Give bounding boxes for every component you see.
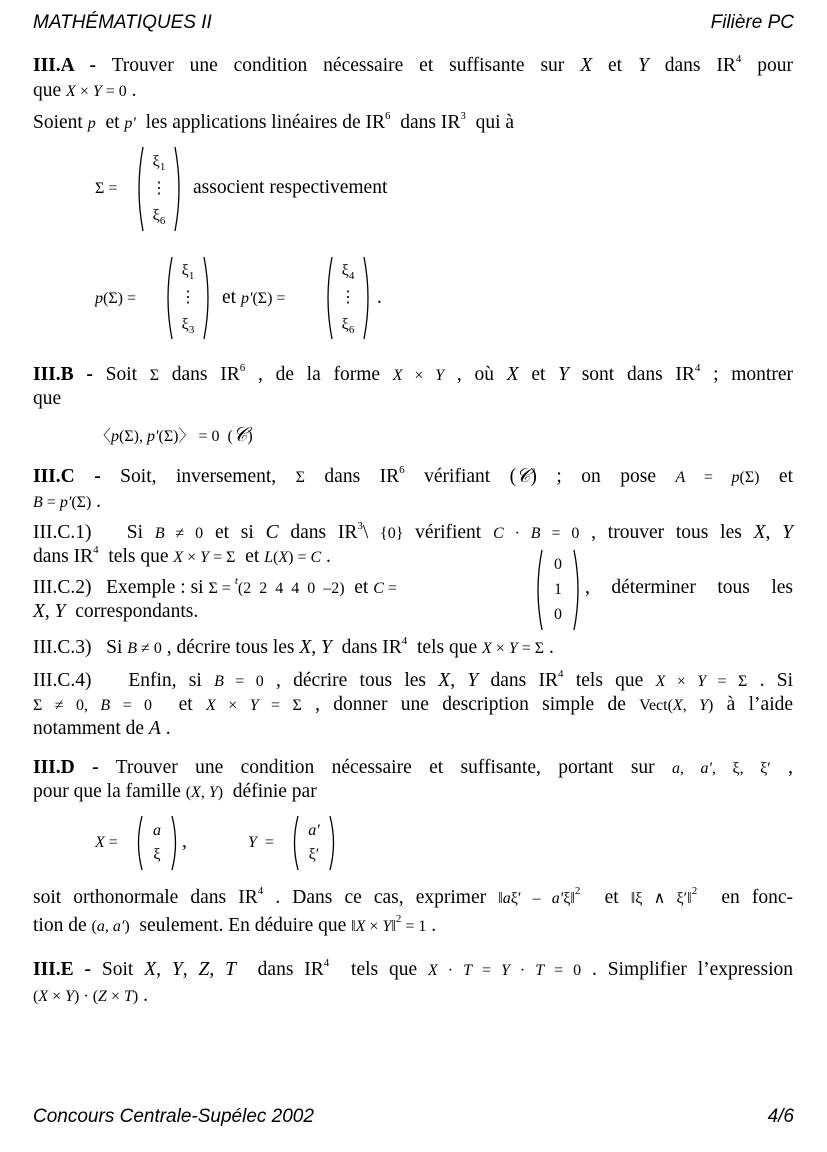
text-line: X = — [95, 834, 118, 851]
text-line: que — [33, 388, 62, 409]
matrix-entry: $\xi_6$ — [152, 207, 166, 227]
matrix-entry: ⋮ — [180, 289, 196, 306]
text-line: pour que la famille (X, Y) définie par — [33, 781, 317, 802]
text-line: III.D - Trouver une condition nécessaire et suffisante, portant sur a, a′, ξ, ξ′ , — [33, 757, 794, 778]
text-line: Soient p et p′ les applications linéaires de $IR^6$ dans $IR^3$ qui à — [33, 110, 515, 133]
text-line: , — [182, 831, 187, 852]
section-label: III.B - — [33, 364, 93, 385]
text-line: III.C.4) Enfin, si B = 0 , décrire tous les X, Y dans $IR^4$ tels que X × Y = Σ . Si — [33, 668, 794, 691]
text-line: Σ ≠ 0, B = 0 et X × Y = Σ , donner une description simple de Vect(X, Y) à l’aide — [33, 694, 794, 715]
text-line: notamment de A . — [33, 718, 171, 739]
matrix-entry: a′ — [308, 822, 320, 839]
section-label: III.E - — [33, 959, 92, 980]
page-number: 4/6 — [767, 1106, 794, 1127]
matrix-entry: ⋮ — [340, 289, 356, 306]
section-label: III.D - — [33, 757, 99, 778]
text-line: B = p′(Σ) . — [33, 491, 102, 512]
matrix-entry: $\xi_1$ — [152, 153, 166, 173]
y-vector — [290, 814, 338, 872]
x-vector — [134, 814, 180, 872]
matrix-entry: ⋮ — [151, 180, 167, 197]
sigma-vector — [134, 145, 184, 233]
matrix-entry: a — [153, 822, 161, 839]
text-line: III.C.1) Si B ≠ 0 et si C dans $IR^3\backslash$ {0} vérifient C · B = 0 , trouver tous les X, Y — [33, 520, 794, 543]
text-line: III.B - Soit Σ dans $IR^6$ , de la forme X × Y , où X et Y sont dans $IR^4$ ; montrer — [33, 362, 793, 385]
section-label: III.A - — [33, 55, 97, 76]
text-line: III.C.2) Exemple : si Σ = $^t$(2 2 4 4 0 –2) et C = — [33, 575, 397, 598]
matrix-entry: ξ′ — [308, 846, 320, 863]
text-line: III.C - Soit, inversement, Σ dans $IR^6$ vérifiant (𝒞) ; on pose A = p(Σ) et — [33, 464, 794, 487]
footer-contest: Concours Centrale-Supélec 2002 — [33, 1106, 314, 1127]
matrix-entry: $\xi_1$ — [181, 262, 195, 282]
text-line: Y = — [248, 834, 274, 851]
text-line: dans $IR^4$ tels que X × Y = Σ et L(X) = C . — [33, 544, 331, 567]
matrix-entry: 0 — [554, 556, 562, 573]
text-line: p(Σ) = — [95, 290, 136, 307]
text-line: X, Y correspondants. — [33, 601, 199, 622]
header-title: MATHÉMATIQUES II — [33, 12, 212, 33]
section-label: III.C - — [33, 466, 101, 487]
text-line: . — [377, 287, 382, 308]
matrix-entry: ξ — [153, 846, 161, 863]
matrix-entry: 0 — [554, 606, 562, 623]
matrix-entry: $\xi_6$ — [341, 316, 355, 336]
matrix-entry: $\xi_3$ — [181, 316, 195, 336]
text-line: que X × Y = 0 . — [33, 80, 137, 101]
text-line: , déterminer tous les — [585, 577, 793, 598]
header-track: Filière PC — [710, 12, 794, 33]
text-line: III.A - Trouver une condition nécessaire et suffisante sur X et Y dans $IR^4$ pour — [33, 53, 793, 76]
text-line: soit orthonormale dans $IR^4$ . Dans ce cas, exprimer ‖aξ′ – a′ξ‖$^2$ et ‖ξ ∧ ξ′‖$^2$ en fonc- — [33, 885, 794, 908]
pprime-vector — [323, 255, 373, 341]
text-line: tion de (a, a′) seulement. En déduire que ‖X × Y‖$^2$ = 1 . — [33, 913, 437, 936]
text-line: 〈p(Σ), p′(Σ)〉 = 0 (𝒞) — [95, 424, 253, 446]
p-vector — [163, 255, 213, 341]
matrix-entry: $\xi_4$ — [341, 262, 355, 282]
text-line: III.E - Soit X, Y, Z, T dans $IR^4$ tels que X · T = Y · T = 0 . Simplifier l’expression — [33, 957, 794, 980]
text-line: et p′(Σ) = — [222, 287, 286, 308]
text-line: associent respectivement — [193, 177, 388, 198]
text-line: III.C.3) Si B ≠ 0 , décrire tous les X, Y dans $IR^4$ tels que X × Y = Σ . — [33, 635, 554, 658]
text-line: (X × Y) · (Z × T) . — [33, 985, 148, 1006]
matrix-entry: 1 — [554, 581, 562, 598]
text-line: Σ = — [95, 180, 118, 197]
